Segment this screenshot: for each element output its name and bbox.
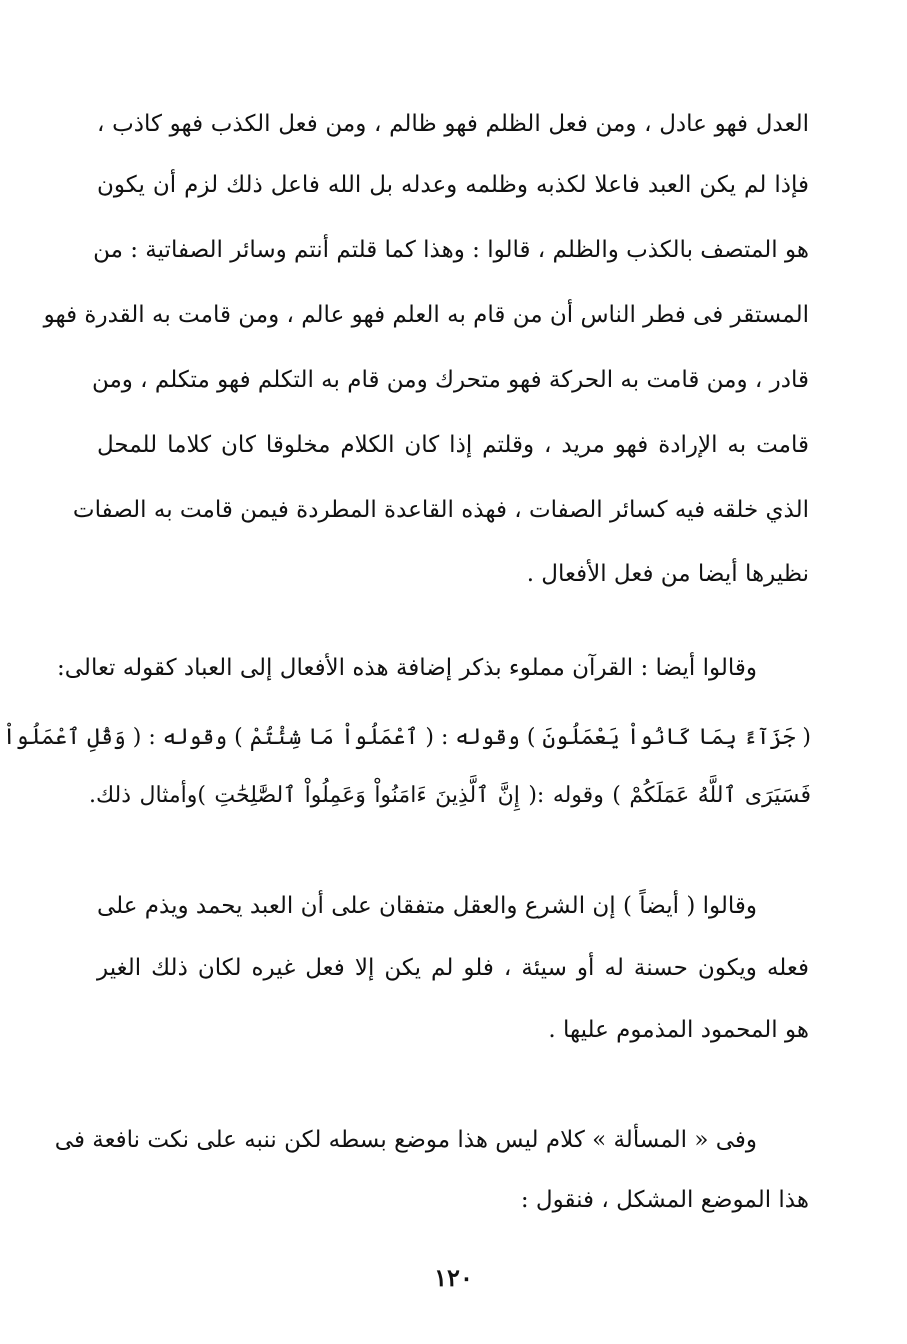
text-line: المستقر فى فطر الناس أن من قام به العلم فهو عالم ، ومن قامت به القدرة فهو [43, 302, 809, 328]
text-line: قامت به الإرادة فهو مريد ، وقلتم إذا كان الكلام مخلوقا كان كلاما للمحل [97, 432, 809, 458]
text-line: نظيرها أيضا من فعل الأفعال . [526, 561, 809, 587]
text-line: وقالوا أيضا : القرآن مملوء بذكر إضافة هذه الأفعال إلى العباد كقوله تعالى: [57, 655, 757, 681]
text-line: قادر ، ومن قامت به الحركة فهو متحرك ومن قام به التكلم فهو متكلم ، ومن [91, 367, 809, 393]
text-line: وفى « المسألة » كلام ليس هذا موضع بسطه لكن ننبه على نكت نافعة فى [54, 1127, 757, 1153]
quran-verse-line: فَسَيَرَى ٱللَّهُ عَمَلَكُمْ ) وقوله :( إِنَّ ٱلَّذِينَ ءَامَنُواْ وَعَمِلُواْ ٱلصَّٰلِحَٰتِ )وأمثال ذلك. [89, 783, 811, 808]
quran-verse-line: ( جَزَآءً بِمَا كَانُواْ يَعْمَلُونَ ) وقوله : ( ٱعْمَلُواْ مَا شِئْتُمْ ) وقوله : ( وَقُلِ ٱعْمَلُواْ [2, 725, 811, 750]
text-line: الذي خلقه فيه كسائر الصفات ، فهذه القاعدة المطردة فيمن قامت به الصفات [72, 497, 809, 523]
text-line: وقالوا ( أيضاً ) إن الشرع والعقل متفقان على أن العبد يحمد ويذم على [96, 893, 757, 919]
text-line: هذا الموضع المشكل ، فنقول : [520, 1187, 809, 1213]
text-line: هو المتصف بالكذب والظلم ، قالوا : وهذا كما قلتم أنتم وسائر الصفاتية : من [93, 237, 809, 263]
text-line: فعله ويكون حسنة له أو سيئة ، فلو لم يكن إلا فعل غيره لكان ذلك الغير [97, 955, 809, 981]
text-line: هو المحمود المذموم عليها . [548, 1017, 809, 1043]
text-line: العدل فهو عادل ، ومن فعل الظلم فهو ظالم ، ومن فعل الكذب فهو كاذب ، [97, 111, 809, 137]
page-number: ١٢٠ [434, 1263, 473, 1292]
text-line: فإذا لم يكن العبد فاعلا لكذبه وظلمه وعدله بل الله فاعل ذلك لزم أن يكون [97, 172, 809, 198]
